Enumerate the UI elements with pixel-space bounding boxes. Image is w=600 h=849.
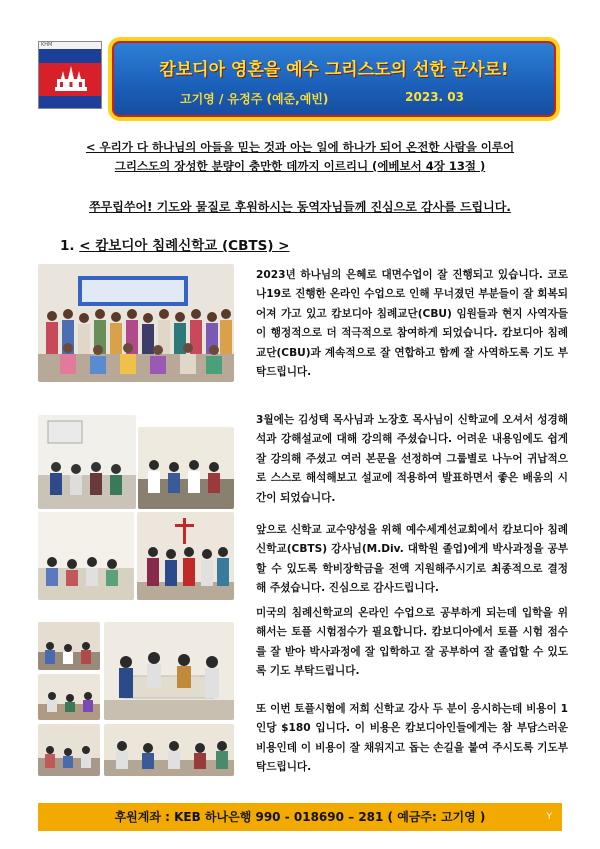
class-photo-small-2	[38, 674, 100, 720]
paragraph-3: 앞으로 신학교 교수양성을 위해 예수세계선교회에서 캄보디아 침례신학교(CBTS) 강사님(M.Div. 대학원 졸업)에게 박사과정을 공부할 수 있도록 학비장학금을 전액 지원해주시기로 최종적으로 결정해 주셨습니다. 진심으로 감사드립니다.	[256, 524, 568, 595]
account-text: 후원계좌 : KEB 하나은행 990 - 018690 – 281 ( 예금주: 고기영 )	[114, 810, 486, 824]
paragraph-1: 2023년 하나님의 은혜로 대면수업이 잘 진행되고 있습니다. 코로나19로 진행한 온라인 수업으로 인해 무너졌던 부분들이 잘 회복되어져 가고 있고 캄보디아 침례교단(CBU) 임원들과 현지 사역자들이 행정적으로 더 적극적으로 참여하게 되었습니다. 캄보디아 침례교단(CBU)과 계속적으로 잘 연합하고 함께 잘 사역하도록 기도 부탁드립니다.	[256, 269, 568, 379]
verse-line-1: < 우리가 다 하나님의 아들을 믿는 것과 아는 일에 하나가 되어 온전한 사람을 이루어	[85, 140, 515, 154]
thanks-line: 쭈무립쑤어! 기도와 물질로 후원하시는 동역자님들께 진심으로 감사를 드립니다.	[89, 200, 511, 214]
class-photo-small-3	[38, 724, 100, 776]
page-mark: Y	[546, 812, 552, 822]
paragraph-5: 또 이번 토플시험에 저희 신학교 강사 두 분이 응시하는데 비용이 1인당 $180 입니다. 이 비용은 캄보디아인들에게는 참 부담스러운 비용인데 이 비용이 잘 채워지고 돕는 손길을 붙여 주시도록 기도부탁드립니다.	[256, 703, 568, 774]
angkor-wat-icon	[53, 65, 89, 93]
class-photo-small-1	[38, 622, 100, 670]
authors: 고기영 / 유정주 (예준,예빈)	[180, 92, 329, 106]
section-number: 1.	[60, 238, 75, 254]
classroom-photo-2	[138, 427, 234, 509]
verse-line-2: 그리스도의 장성한 분량이 충만한 데까지 이르리니 (에베보서 4장 13절 )	[114, 159, 486, 173]
issue-date: 2023. 03	[405, 90, 464, 104]
paragraph-4: 미국의 침례신학교의 온라인 수업으로 공부하게 되는데 입학을 위해서는 토플 시험점수가 필요합니다. 캄보디아에서 토플 시험 점수를 잘 받아 박사과정에 잘 입학하고 잘 공부하여 잘 졸업할 수 있도록 기도 부탁드립니다.	[256, 607, 568, 678]
cambodia-flag	[38, 41, 102, 109]
classroom-photo-1	[38, 415, 136, 509]
paragraph-2: 3월에는 김성택 목사님과 노장호 목사님이 신학교에 오셔서 성경해석과 강해설교에 대해 강의해 주셨습니다. 어려운 내용임에도 쉽게 잘 강의해 주셨고 여러 본문을 선정하여 그룹별로 나누어 귀납적으로 스스로 해석해보고 설교에 적용하여 발표하면서 좋은 배움의 시간이 되었습니다.	[256, 414, 568, 504]
worship-photo	[137, 512, 234, 600]
discussion-photo	[104, 622, 234, 720]
discussion-photo-2	[104, 724, 234, 776]
study-group-photo	[38, 512, 134, 600]
title-banner	[108, 37, 560, 121]
group-photo	[38, 264, 234, 382]
bible-verse	[40, 138, 560, 176]
donation-account-footer	[38, 803, 562, 831]
section-heading	[60, 234, 290, 254]
newsletter-title: 캄보디아 영혼을 예수 그리스도의 선한 군사로!	[159, 60, 509, 80]
section-title: < 캄보디아 침례신학교 (CBTS) >	[79, 238, 290, 254]
flag-tag: KHM	[39, 42, 101, 49]
